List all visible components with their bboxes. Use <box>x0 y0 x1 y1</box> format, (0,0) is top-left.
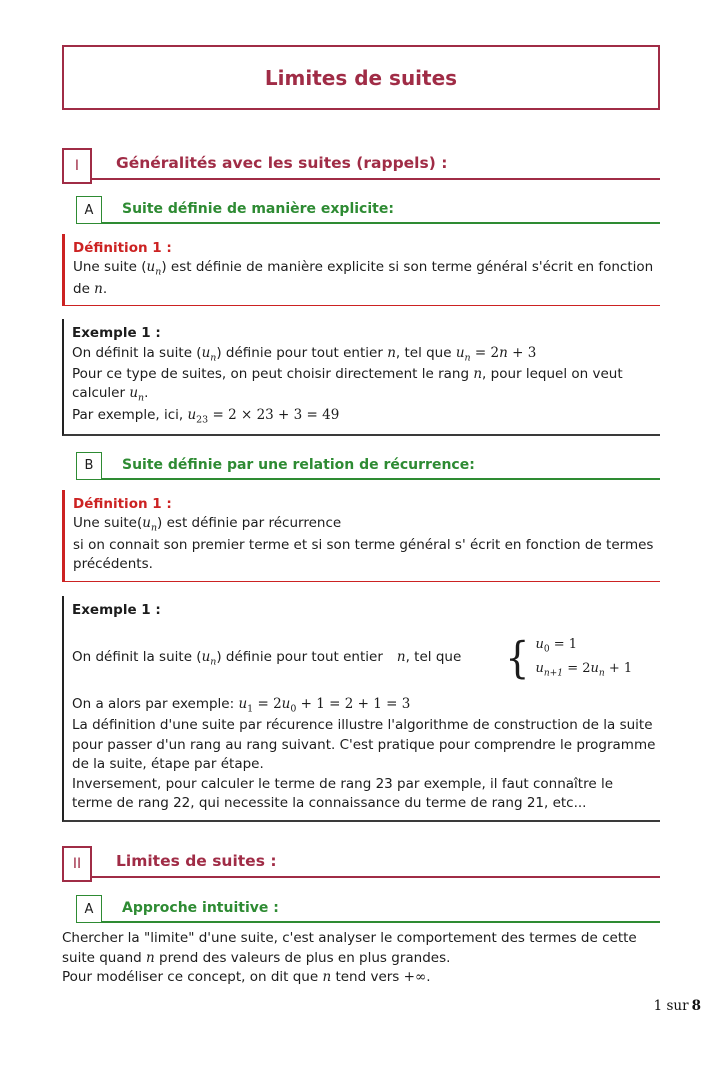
page-total: 8 <box>691 998 701 1014</box>
subsection-1b-rule <box>76 478 660 480</box>
intuitive-approach-paragraph <box>62 929 660 987</box>
definition-line-1: Une $suite(u_n)$ est définie par récurrence <box>73 515 342 535</box>
system-sentence: On définit la suite $(u_n)$ définie pour tout entier n, tel que <box>72 648 462 668</box>
section-1-title: Généralités avec les suites (rappels) : <box>116 154 448 172</box>
section-2-numeral: II <box>72 856 82 873</box>
example-label: Exemple 1 : <box>72 325 161 342</box>
example-line-2: On a alors par exemple: $u_1 = 2u_0 + 1 = 2 + 1 = 3$ <box>72 695 411 715</box>
subsection-1b-letter-box <box>76 452 102 480</box>
section-1-numeral: I <box>74 158 80 174</box>
definition-line-2: si on connait son premier terme et si son terme général s' écrit en fonction de termes précédents. <box>73 536 654 573</box>
subsection-1a-letter-box <box>76 196 102 224</box>
section-2-title: Limites de suites : <box>116 852 277 871</box>
subsection-1b-letter: B <box>84 458 94 474</box>
definition-label: Définition 1 : <box>73 240 172 256</box>
system-rows <box>535 634 632 683</box>
subsection-2a-heading <box>76 895 660 925</box>
section-2-numeral-box <box>62 846 92 882</box>
definition-block-recurrence <box>62 490 660 582</box>
subsection-1a-rule <box>76 222 660 224</box>
intro-line-2: Pour modéliser ce concept, on dit que n tend vers +∞. <box>62 969 431 986</box>
definition-label: Définition 1 : <box>73 495 172 512</box>
section-1-heading <box>62 148 660 184</box>
subsection-1a-letter: A <box>84 202 94 218</box>
example-line-4: Inversement, pour calculer le terme de rang 23 par exemple, il faut connaître le terme de rang 22, qui necessite la connaissance du terme de rang 21, etc... <box>72 775 614 812</box>
definition-block-explicit <box>62 234 660 306</box>
system-row-1: $u_0 = 1$ <box>535 636 578 655</box>
subsection-2a-letter-box <box>76 895 102 923</box>
subsection-2a-letter: A <box>84 901 94 917</box>
subsection-2a-rule <box>76 921 660 923</box>
example-line-3: Par exemple, ici, $u_{23} = 2 \times 23 + 3 = 49$ <box>72 406 340 426</box>
example-block-recurrence <box>62 596 660 823</box>
intro-line-1: Chercher la "limite" d'une suite, c'est analyser le comportement des termes de cette suite quand n prend des valeurs de plus en plus grandes. <box>62 930 637 966</box>
left-brace: { <box>505 633 530 684</box>
section-2-heading <box>62 846 660 882</box>
math-u: u <box>146 259 156 276</box>
example-line-3: La définition d'une suite par récurence illustre l'algorithme de construction de la suite pour passer d'un rang au rang suivant. C'est pratique pour comprendre le programme de la suite, étape par étape. <box>72 717 656 773</box>
example-line-2: Pour ce type de suites, on peut choisir directement le rang n, pour lequel on veut calculer $u_n$. <box>72 365 623 405</box>
example-line-1: On définit la suite $(u_n)$ définie pour tout entier n, tel que $u_n = 2n + 3$ <box>72 344 537 364</box>
definition-text: Une suite $(u_n)$ est définie de manière explicite si son terme général s'écrit en fonction de n. <box>73 259 654 297</box>
subsection-1b-heading <box>76 452 660 482</box>
example-block-explicit <box>62 319 660 436</box>
document-title-box <box>62 45 660 110</box>
section-1-rule <box>62 178 660 180</box>
math-n: n <box>94 280 103 297</box>
page-number-label: 1 sur <box>653 998 689 1014</box>
page-number <box>654 998 701 1014</box>
example-line-system <box>72 634 656 683</box>
recurrence-system <box>505 634 632 683</box>
subsection-2a-title: Approche intuitive : <box>122 900 279 917</box>
subsection-1a-title: Suite définie de manière explicite: <box>122 201 394 217</box>
document-page <box>0 45 725 1069</box>
page-title: Limites de suites <box>264 65 458 90</box>
page-content <box>62 45 660 988</box>
system-row-2: $u_{n+1} = 2u_n + 1$ <box>535 661 633 680</box>
subsection-1a-heading <box>76 196 660 226</box>
example-label: Exemple 1 : <box>72 601 161 618</box>
subsection-1b-title: Suite définie par une relation de récurrence: <box>122 456 475 473</box>
section-2-rule <box>62 876 660 878</box>
section-1-numeral-box <box>62 148 92 184</box>
